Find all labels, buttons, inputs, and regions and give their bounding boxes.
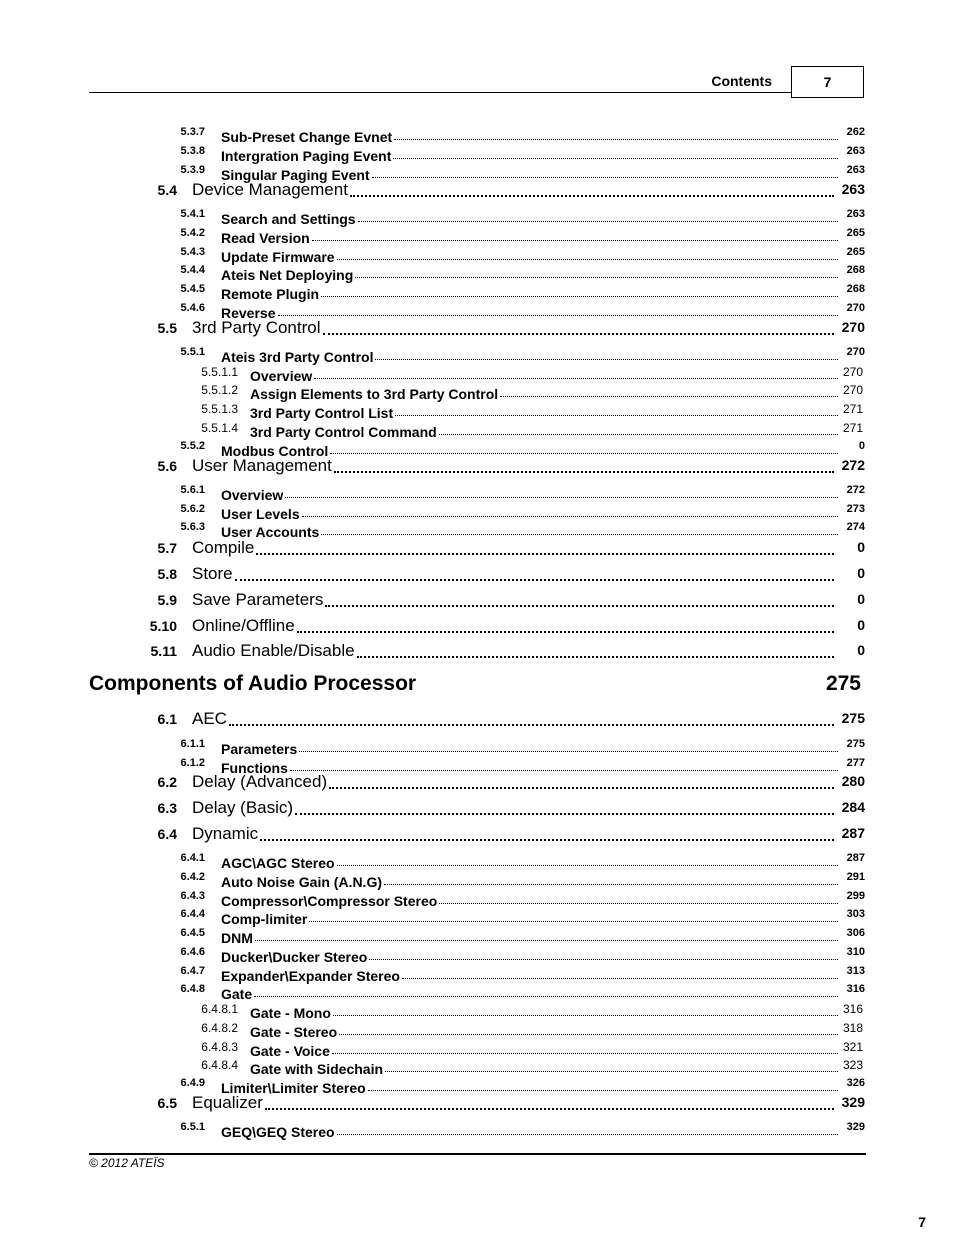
toc-entry-page: 270 xyxy=(842,383,863,397)
toc-entry-label: Auto Noise Gain (A.N.G) xyxy=(221,874,382,890)
toc-entry-label: Search and Settings xyxy=(221,211,356,227)
toc-entry-number: 6.4.2 xyxy=(180,871,205,883)
toc-dot-leader xyxy=(321,296,838,297)
toc-entry-label: Limiter\Limiter Stereo xyxy=(221,1080,366,1096)
toc-dot-leader xyxy=(265,1108,834,1110)
toc-entry-label: Gate - Voice xyxy=(250,1043,330,1059)
toc-entry-label: Device Management xyxy=(192,180,348,199)
toc-dot-leader xyxy=(235,579,834,581)
toc-entry-number: 5.10 xyxy=(149,618,177,634)
toc-dot-leader xyxy=(372,177,838,178)
chapter-page: 275 xyxy=(825,672,861,695)
toc-entry-label: Equalizer xyxy=(192,1093,263,1112)
toc-dot-leader xyxy=(329,787,834,789)
toc-entry-number: 5.4 xyxy=(157,182,177,198)
toc-entry-page: 272 xyxy=(841,457,865,473)
toc-entry-label: GEQ\GEQ Stereo xyxy=(221,1124,335,1140)
toc-dot-leader xyxy=(402,978,838,979)
toc-entry-page: 284 xyxy=(841,799,865,815)
header-rule xyxy=(89,92,791,93)
toc-entry-page: 0 xyxy=(857,591,865,607)
toc-entry-label: DNM xyxy=(221,930,253,946)
toc-entry-page: 321 xyxy=(842,1040,863,1054)
toc-entry-number: 5.5.1.1 xyxy=(201,365,238,379)
toc-entry-page: 265 xyxy=(846,227,865,239)
toc-entry-number: 5.4.3 xyxy=(180,246,205,258)
toc-entry-page: 265 xyxy=(846,246,865,258)
toc-entry-page: 0 xyxy=(857,642,865,658)
toc-entry-label: Delay (Basic) xyxy=(192,798,294,817)
toc-entry-page: 303 xyxy=(846,908,865,920)
toc-dot-leader xyxy=(358,221,838,222)
toc-entry-label: AGC\AGC Stereo xyxy=(221,855,335,871)
toc-entry-label: Dynamic xyxy=(192,824,259,843)
toc-dot-leader xyxy=(368,1090,838,1091)
toc-entry-page: 329 xyxy=(841,1094,865,1110)
toc-entry-label: Parameters xyxy=(221,741,298,757)
toc-entry-page: 262 xyxy=(846,126,865,138)
toc-entry-page: 318 xyxy=(842,1021,863,1035)
toc-dot-leader xyxy=(333,1015,838,1016)
toc-entry-number: 5.5.1.3 xyxy=(201,402,238,416)
toc-entry-page: 291 xyxy=(846,871,865,883)
toc-entry-page: 316 xyxy=(846,983,865,995)
toc-entry-page: 287 xyxy=(846,852,865,864)
toc-entry-number: 6.4.7 xyxy=(180,965,205,977)
chapter-title: Components of Audio Processor xyxy=(89,672,417,695)
toc-entry-label: Assign Elements to 3rd Party Control xyxy=(250,386,499,402)
toc-dot-leader xyxy=(330,453,838,454)
toc-dot-leader xyxy=(332,1053,838,1054)
toc-entry-number: 6.4.8.2 xyxy=(201,1021,238,1035)
toc-entry-page: 316 xyxy=(842,1002,863,1016)
toc-dot-leader xyxy=(500,396,838,397)
toc-entry-label: AEC xyxy=(192,709,227,728)
toc-dot-leader xyxy=(369,959,838,960)
toc-entry-page: 0 xyxy=(857,617,865,633)
toc-dot-leader xyxy=(260,839,834,841)
header-title: Contents xyxy=(711,73,772,89)
toc-entry-page: 273 xyxy=(846,503,865,515)
toc-entry-page: 263 xyxy=(846,208,865,220)
toc-entry-number: 6.1.2 xyxy=(180,757,205,769)
toc-entry-number: 6.2 xyxy=(157,774,177,790)
toc-entry-number: 6.4.6 xyxy=(180,946,205,958)
toc-entry-number: 5.8 xyxy=(157,566,177,582)
toc-chapter-entry[interactable] xyxy=(89,672,865,698)
toc-entry-number: 5.3.7 xyxy=(180,126,205,138)
toc-dot-leader xyxy=(302,516,838,517)
toc-dot-leader xyxy=(312,240,838,241)
toc-dot-leader xyxy=(375,359,838,360)
toc-entry-label: Expander\Expander Stereo xyxy=(221,968,400,984)
toc-dot-leader xyxy=(278,315,838,316)
toc-entry-page: 270 xyxy=(846,346,865,358)
toc-entry-number: 5.6.3 xyxy=(180,521,205,533)
toc-entry-page: 272 xyxy=(846,484,865,496)
toc-entry-number: 5.4.2 xyxy=(180,227,205,239)
toc-dot-leader xyxy=(350,195,834,197)
toc-entry-page: 274 xyxy=(846,521,865,533)
toc-entry-label: Reverse xyxy=(221,305,276,321)
toc-entry-number: 6.4.8.3 xyxy=(201,1040,238,1054)
toc-entry-label: Online/Offline xyxy=(192,616,295,635)
toc-entry-label: Compile xyxy=(192,538,255,557)
toc-entry-page: 277 xyxy=(846,757,865,769)
toc-entry-page: 299 xyxy=(846,890,865,902)
toc-entry-number: 5.4.4 xyxy=(180,264,205,276)
toc-entry-page: 329 xyxy=(846,1121,865,1133)
toc-entry-label: Remote Plugin xyxy=(221,286,320,302)
toc-entry-label: Modbus Control xyxy=(221,443,329,459)
toc-entry-number: 6.1 xyxy=(157,711,177,727)
toc-entry-label: Read Version xyxy=(221,230,310,246)
toc-entry-page: 0 xyxy=(857,539,865,555)
toc-entry-label: Comp-limiter xyxy=(221,911,308,927)
toc-dot-leader xyxy=(297,631,834,633)
toc-entry-number: 5.4.6 xyxy=(180,302,205,314)
toc-entry-number: 5.6.1 xyxy=(180,484,205,496)
toc-entry-page: 310 xyxy=(846,946,865,958)
toc-entry-label: Store xyxy=(192,564,233,583)
toc-entry-label: Gate with Sidechain xyxy=(250,1061,384,1077)
toc-entry-label: User Management xyxy=(192,456,332,475)
toc-entry-page: 270 xyxy=(846,302,865,314)
toc-entry-page: 0 xyxy=(857,565,865,581)
toc-entry-label: Update Firmware xyxy=(221,249,335,265)
toc-entry-label: User Accounts xyxy=(221,524,320,540)
header-page-number: 7 xyxy=(791,66,864,98)
toc-entry-page: 270 xyxy=(841,319,865,335)
toc-entry-number: 5.5.1.2 xyxy=(201,383,238,397)
toc-entry-number: 5.3.8 xyxy=(180,145,205,157)
toc-entry-page: 275 xyxy=(841,710,865,726)
footer-rule xyxy=(89,1153,866,1155)
toc-entry-number: 5.5.1 xyxy=(180,346,205,358)
toc-entry-number: 6.4.4 xyxy=(180,908,205,920)
toc-dot-leader xyxy=(334,471,834,473)
toc-dot-leader xyxy=(314,378,838,379)
toc-dot-leader xyxy=(337,1134,838,1135)
toc-entry-number: 6.4 xyxy=(157,826,177,842)
toc-entry-number: 5.5.1.4 xyxy=(201,421,238,435)
toc-dot-leader xyxy=(439,434,838,435)
toc-dot-leader xyxy=(393,158,838,159)
toc-entry-label: User Levels xyxy=(221,506,300,522)
toc-dot-leader xyxy=(339,1034,838,1035)
toc-entry-page: 287 xyxy=(841,825,865,841)
toc-dot-leader xyxy=(229,724,834,726)
toc-dot-leader xyxy=(385,1071,838,1072)
footer-copyright: © 2012 ATEÏS xyxy=(89,1156,165,1170)
toc-entry-number: 6.4.5 xyxy=(180,927,205,939)
toc-entry-page: 0 xyxy=(858,440,865,452)
toc-dot-leader xyxy=(295,813,834,815)
toc-entry-label: Overview xyxy=(250,368,313,384)
toc-entry-label: Sub-Preset Change Evnet xyxy=(221,129,393,145)
toc-dot-leader xyxy=(299,751,838,752)
toc-dot-leader xyxy=(337,865,838,866)
toc-entry-number: 6.4.8 xyxy=(180,983,205,995)
toc-entry-page: 263 xyxy=(841,181,865,197)
toc-entry-number: 5.7 xyxy=(157,540,177,556)
toc-entry-page: 263 xyxy=(846,164,865,176)
toc-entry-label: Gate - Mono xyxy=(250,1005,331,1021)
toc-dot-leader xyxy=(323,333,834,335)
toc-entry-number: 5.11 xyxy=(150,643,177,659)
toc-entry-label: Delay (Advanced) xyxy=(192,772,328,791)
toc-entry-number: 6.4.8.1 xyxy=(201,1002,238,1016)
toc-entry-number: 6.4.3 xyxy=(180,890,205,902)
toc-dot-leader xyxy=(255,940,838,941)
toc-dot-leader xyxy=(355,277,838,278)
toc-entry-page: 268 xyxy=(846,264,865,276)
toc-entry-number: 5.3.9 xyxy=(180,164,205,176)
toc-entry-page: 270 xyxy=(842,365,863,379)
toc-entry-page: 271 xyxy=(842,421,863,435)
toc-entry-page: 306 xyxy=(846,927,865,939)
toc-dot-leader xyxy=(384,884,838,885)
toc-entry-number: 6.3 xyxy=(157,800,177,816)
toc-entry-label: Functions xyxy=(221,760,288,776)
toc-entry-label: Save Parameters xyxy=(192,590,324,609)
toc-dot-leader xyxy=(290,770,838,771)
toc-entry-number: 5.5.2 xyxy=(180,440,205,452)
toc-dot-leader xyxy=(256,553,834,555)
toc-entry-label: Intergration Paging Event xyxy=(221,148,392,164)
toc-entry-page: 268 xyxy=(846,283,865,295)
toc-entry-page: 275 xyxy=(846,738,865,750)
toc-dot-leader xyxy=(394,139,838,140)
toc-entry-label: Gate - Stereo xyxy=(250,1024,338,1040)
toc-entry-label: 3rd Party Control xyxy=(192,318,321,337)
toc-entry-number: 5.6 xyxy=(157,458,177,474)
toc-entry-number: 6.1.1 xyxy=(180,738,205,750)
toc-entry-number: 6.4.9 xyxy=(180,1077,205,1089)
toc-entry-label: Overview xyxy=(221,487,284,503)
toc-entry-page: 323 xyxy=(842,1058,863,1072)
toc-entry-label: Ducker\Ducker Stereo xyxy=(221,949,368,965)
toc-dot-leader xyxy=(254,996,838,997)
toc-entry-page: 271 xyxy=(842,402,863,416)
toc-dot-leader xyxy=(395,415,838,416)
toc-dot-leader xyxy=(285,497,838,498)
toc-entry-number: 5.4.5 xyxy=(180,283,205,295)
toc-entry-label: 3rd Party Control List xyxy=(250,405,394,421)
toc-entry-number: 6.4.8.4 xyxy=(201,1058,238,1072)
toc-entry-number: 5.5 xyxy=(157,320,177,336)
toc-dot-leader xyxy=(321,534,838,535)
toc-entry-page: 326 xyxy=(846,1077,865,1089)
toc-entry-label: Ateis 3rd Party Control xyxy=(221,349,374,365)
footer-page-number: 7 xyxy=(918,1214,926,1230)
toc-entry-label: Gate xyxy=(221,986,253,1002)
toc-dot-leader xyxy=(309,921,838,922)
toc-entry-number: 5.4.1 xyxy=(180,208,205,220)
toc-entry-number: 5.9 xyxy=(157,592,177,608)
toc-entry-number: 6.5 xyxy=(157,1095,177,1111)
toc-entry-label: Audio Enable/Disable xyxy=(192,641,355,660)
toc-entry-number: 6.4.1 xyxy=(180,852,205,864)
toc-dot-leader xyxy=(357,656,834,658)
toc-entry-label: Singular Paging Event xyxy=(221,167,370,183)
toc-entry-number: 5.6.2 xyxy=(180,503,205,515)
toc-dot-leader xyxy=(337,259,838,260)
toc-entry-page: 313 xyxy=(846,965,865,977)
toc-entry-page: 263 xyxy=(846,145,865,157)
toc-entry-label: 3rd Party Control Command xyxy=(250,424,437,440)
toc-entry-label: Compressor\Compressor Stereo xyxy=(221,893,438,909)
toc-dot-leader xyxy=(439,903,838,904)
toc-entry-label: Ateis Net Deploying xyxy=(221,267,354,283)
toc-entry-number: 6.5.1 xyxy=(180,1121,205,1133)
toc-entry-page: 280 xyxy=(841,773,865,789)
toc-dot-leader xyxy=(325,605,834,607)
